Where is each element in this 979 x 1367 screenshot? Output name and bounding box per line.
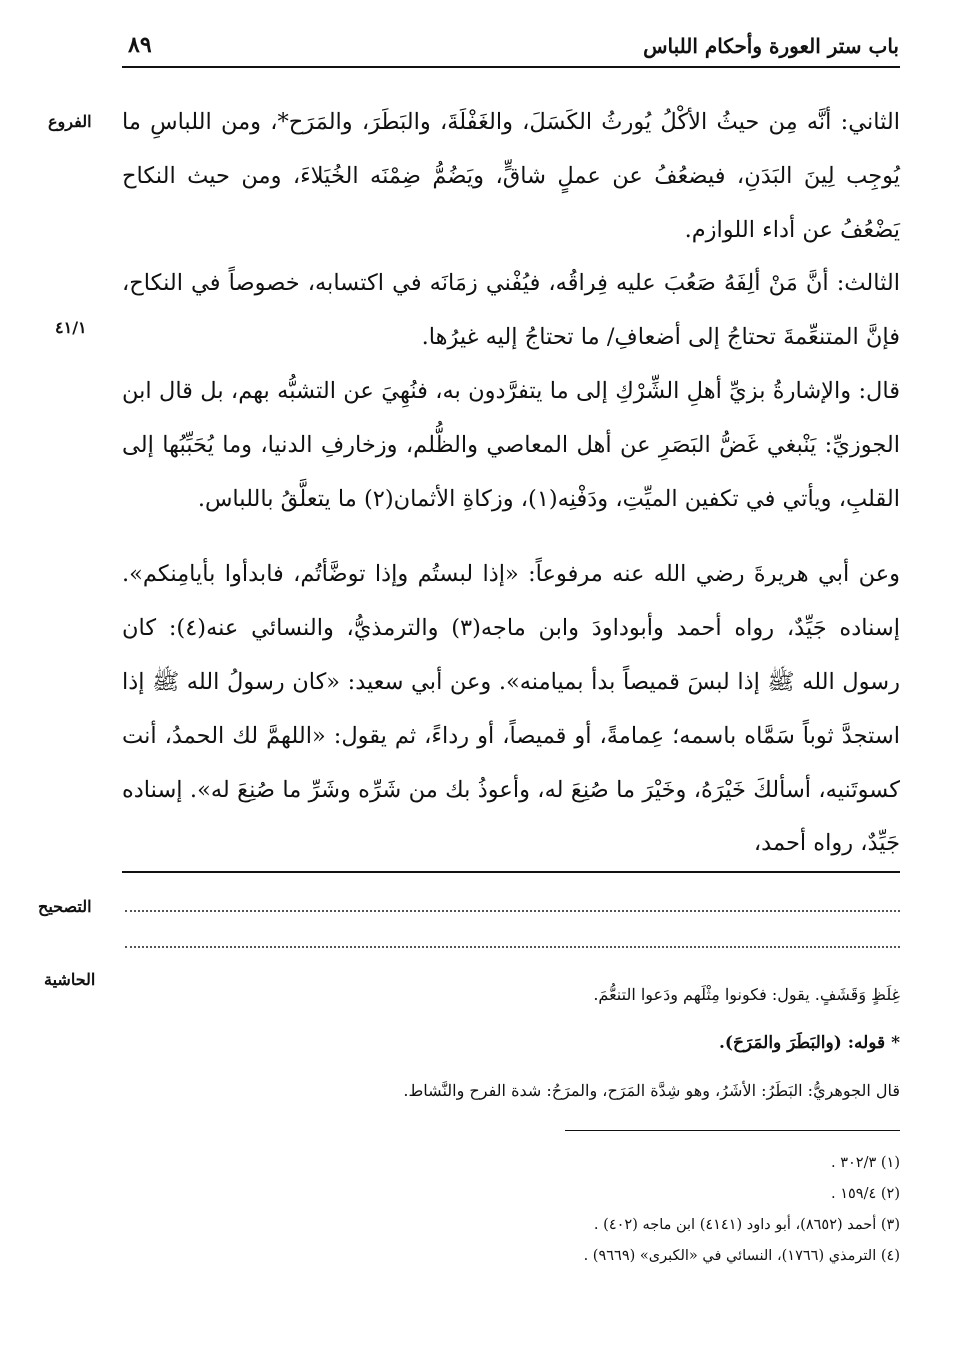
footnote-item: (١) ٣٠٢/٣ . [830, 1155, 900, 1171]
paragraph-third-reason: الثالث: أنَّ مَنْ ألِفَهُ صَعُبَ عليه فِراقُه، فيُفْني زمَانَه في اكتسابه، خصوصاً في النكاح، فإنَّ المتنعِّمةَ تحتاجُ إلى أضعافِ/ ما تحتاجُ إليه غيرُها. [122, 270, 900, 351]
footnote-item: (٣) أحمد (٨٦٥٢)، أبو داود (٤١٤١) ابن ماجه (٤٠٢) . [593, 1217, 900, 1233]
hashiya-continuation-line: غِلَظٍ وَقَشَفٍ. يقول: فكونوا مِثْلَهم ودَعوا التنعُّمَ. [593, 985, 900, 1004]
footnote-separator [565, 1130, 900, 1131]
paragraph-shirk-imitation: قال: والإشارةُ بزيِّ أهلِ الشِّرْكِ إلى ما يتفرَّدون به، فنُهِيَ عن التشبُّه بهم، بل قال ابن الجوزيِّ: يَنْبغي غَضُّ البَصَرِ عن أهل المعاصي والظُّلم، وزخارفِ الدنيا، وما يُحَبِّبُها إلى القلبِ، ويأتي في تكفين الميِّتِ، ودَفْنِه(١)، وزكاةِ الأثمان(٢) ما يتعلَّقُ باللباس. [122, 377, 900, 512]
hashiya-block [140, 980, 900, 1124]
margin-volume-page-ref: ٤١/١ [55, 318, 87, 337]
header-rule [122, 66, 900, 68]
tashih-dotted-line [125, 946, 900, 948]
paragraph-hadith-abu-hurayra: وعن أبي هريرةَ رضي الله عنه مرفوعاً: «إذا لبستُم وإذا توضَّأتُم، فابدأوا بأيامِنكم». إسناده جَيِّدٌ، رواه أحمد وأبوداودَ وابن ماجه(٣) والترمذيُّ، والنسائي عنه(٤): كان رسول الله ﷺ إذا لبسَ قميصاً بدأ بميامنه». وعن أبي سعيد: «كان رسولُ الله ﷺ إذا استجدَّ ثوباً سَمَّاه باسمه؛ عِمامةً، أو قميصاً، أو رداءً، ثم يقول: «اللهمَّ لك الحمدُ، أنت كسوتَنيه، أسألكَ خَيْرَهُ، وخَيْرَ ما صُنِعَ له، وأعوذُ بك من شَرِّه وشَرِّ ما صُنِعَ له». إسناده جَيِّدٌ، رواه أحمد، [122, 561, 900, 857]
main-text-body [122, 96, 900, 871]
margin-label-tashih: التصحيح [38, 897, 92, 916]
running-header-title: باب ستر العورة وأحكام اللباس [643, 34, 899, 58]
footnote-item: (٢) ١٥٩/٤ . [830, 1186, 900, 1202]
footnote-item: (٤) الترمذي (١٧٦٦)، النسائي في «الكبرى» (٩٦٦٩) . [583, 1248, 900, 1264]
margin-label-hashiya: الحاشية [44, 970, 96, 989]
hashiya-heading: * قوله: (والبَطَرَ والمَرَحَ). [719, 1033, 900, 1053]
hashiya-explanation: قال الجوهريُّ: البَطَرُ: الأشَرُ، وهو شِدَّة المَرَح، والمرَحُ: شدة الفرح والنَّشاط. [403, 1081, 900, 1100]
footnotes-list [300, 1148, 900, 1272]
paragraph-second-reason: الثاني: أنَّه مِن حيثُ الأكْلُ يُورثُ الكَسَلَ، والغَفْلَةَ، والبَطَرَ، والمَرَح*، ومن اللباسِ ما يُوجِب لِينَ البَدَنِ، فيضعُفُ عن عملٍ شاقٍّ، ويَضُمُّ ضِمْنَه الخُيَلاءَ، ومن حيث النكاح يَضْعُفُ عن أداء اللوازم. [122, 109, 900, 243]
tashih-dotted-line [125, 910, 900, 912]
page-number: ٨٩ [128, 32, 152, 58]
margin-label-furu: الفروع [48, 112, 92, 131]
main-text-divider [122, 871, 900, 873]
